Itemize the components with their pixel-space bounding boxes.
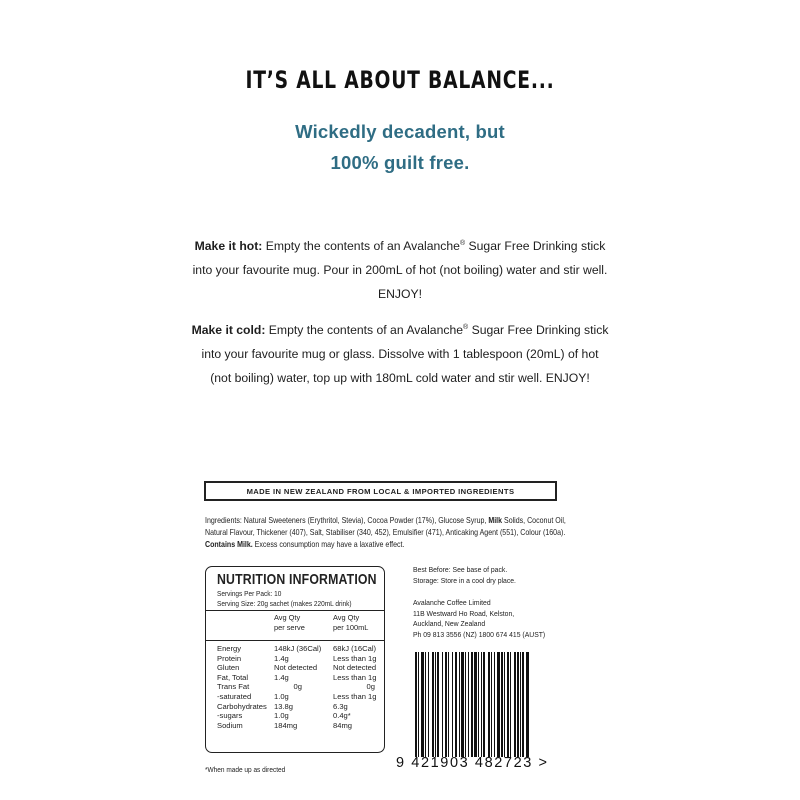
tagline-line-2: 100% guilt free. bbox=[330, 152, 470, 173]
make-it-cold-label: Make it cold: bbox=[191, 323, 266, 337]
nutrient-per-100ml: 6.3g bbox=[333, 701, 348, 711]
tagline-line-1: Wickedly decadent, but bbox=[295, 121, 505, 142]
made-in-nz-box bbox=[204, 481, 557, 501]
company-address-2: Auckland, New Zealand bbox=[413, 619, 486, 628]
column-header-line: Avg Qty bbox=[274, 613, 301, 622]
barcode-bar bbox=[445, 652, 447, 757]
barcode-bar bbox=[526, 652, 529, 757]
barcode-bar bbox=[459, 652, 460, 757]
nutrient-per-serve: 148kJ (36Cal) bbox=[274, 644, 322, 653]
nutrient-per-serve: 1.0g bbox=[274, 691, 289, 701]
serving-size: Serving Size: 20g sachet (makes 220mL drink) bbox=[217, 599, 352, 608]
nutrient-per-serve: 184mg bbox=[274, 720, 298, 730]
nutrient-per-serve: 0g bbox=[293, 682, 302, 692]
headline: IT’S ALL ABOUT BALANCE... bbox=[245, 66, 555, 94]
nutrient-per-serve: 13.8g bbox=[274, 701, 294, 711]
servings-per-pack: Servings Per Pack: 10 bbox=[217, 589, 282, 598]
nutrient-per-100ml: 84mg bbox=[333, 720, 352, 730]
ingredients-text-1: Ingredients: Natural Sweeteners (Erythritol, Stevia), Cocoa Powder (17%), Glucose Syrup, bbox=[205, 516, 489, 525]
nutrient-name: Sodium bbox=[217, 720, 243, 730]
barcode-bar bbox=[514, 652, 516, 757]
barcode-bar bbox=[520, 652, 521, 757]
nutrition-row bbox=[217, 702, 382, 712]
barcode-number: 9 421903 482723 > bbox=[396, 755, 549, 771]
nutrition-row bbox=[217, 654, 382, 664]
ingredients-text-2: Solids, Coconut Oil, Natural Flavour, Thickener (407), Salt, Stabiliser (340, 452), Emulsifier (471), Anticaking Agent (551), Colour (160a). bbox=[205, 516, 566, 537]
barcode-bar bbox=[461, 652, 464, 757]
nutrient-per-serve: Not detected bbox=[274, 663, 318, 673]
nutrient-name: Trans Fat bbox=[217, 682, 250, 692]
nutrition-title: NUTRITION INFORMATION bbox=[217, 571, 377, 588]
nutrient-per-100ml: 0.4g* bbox=[333, 711, 351, 721]
barcode-bar bbox=[452, 652, 453, 757]
footnote: *When made up as directed bbox=[205, 765, 286, 774]
make-it-cold-text-2: Sugar Free Drinking stick into your favourite mug or glass. Dissolve with 1 tablespoon (20mL) of hot (not boiling) water, top up with 180mL cold water and stir well. ENJOY! bbox=[201, 323, 609, 385]
made-in-nz-text: MADE IN NEW ZEALAND FROM LOCAL & IMPORTED INGREDIENTS bbox=[246, 486, 515, 496]
nutrient-name: Carbohydrates bbox=[217, 701, 267, 711]
barcode-bar bbox=[448, 652, 449, 757]
storage-info bbox=[413, 565, 516, 586]
barcode-bar bbox=[507, 652, 509, 757]
nutrient-name: -sugars bbox=[217, 711, 243, 721]
nutrition-row bbox=[217, 711, 382, 721]
barcode-bar bbox=[474, 652, 477, 757]
best-before: Best Before: See base of pack. bbox=[413, 565, 508, 574]
barcode-bar bbox=[522, 652, 524, 757]
barcode-bar bbox=[483, 652, 485, 757]
registered-mark: ® bbox=[463, 323, 469, 331]
ingredients-bold-milk: Milk bbox=[488, 516, 503, 525]
nutrition-panel bbox=[205, 566, 385, 753]
nutrient-per-100ml: Not detected bbox=[333, 663, 377, 673]
barcode-bar bbox=[425, 652, 426, 757]
barcode-bar bbox=[478, 652, 479, 757]
nutrient-per-serve: 1.4g bbox=[274, 672, 289, 682]
barcode-bar bbox=[465, 652, 466, 757]
company-address-1: 11B Westward Ho Road, Kelston, bbox=[413, 608, 515, 618]
divider bbox=[206, 640, 384, 641]
nutrient-per-serve: 1.0g bbox=[274, 711, 289, 721]
column-header-line: per serve bbox=[274, 622, 305, 632]
barcode-bar bbox=[494, 652, 495, 757]
nutrition-row bbox=[217, 682, 382, 692]
contains-milk-warning: Contains Milk. bbox=[205, 540, 253, 549]
barcode-bar bbox=[437, 652, 439, 757]
company-name: Avalanche Coffee Limited bbox=[413, 598, 491, 607]
barcode-bar bbox=[501, 652, 503, 757]
barcode-bar bbox=[488, 652, 490, 757]
ingredients-list bbox=[205, 515, 590, 551]
nutrition-row bbox=[217, 663, 382, 673]
make-it-cold-instructions bbox=[190, 318, 610, 390]
column-header-per-serve bbox=[274, 613, 305, 632]
barcode-image bbox=[415, 652, 555, 757]
barcode-bar bbox=[435, 652, 436, 757]
registered-mark: ® bbox=[459, 239, 466, 247]
make-it-hot-text-1: Empty the contents of an Avalanche bbox=[262, 239, 460, 253]
column-header-line: Avg Qty bbox=[333, 613, 360, 622]
nutrient-per-100ml: Less than 1g bbox=[333, 672, 377, 682]
nutrient-per-100ml: Less than 1g bbox=[333, 691, 377, 701]
make-it-hot-label: Make it hot: bbox=[194, 239, 263, 253]
make-it-hot-instructions bbox=[190, 234, 610, 306]
nutrient-per-100ml: 0g bbox=[366, 682, 375, 692]
company-info bbox=[413, 598, 545, 640]
make-it-hot-text-2: Sugar Free Drinking stick into your favourite mug. Pour in 200mL of hot (not boiling) water and stir well. ENJOY! bbox=[192, 239, 608, 301]
nutrient-per-100ml: Less than 1g bbox=[333, 653, 377, 663]
column-header-line: per 100mL bbox=[333, 622, 369, 632]
barcode-bar bbox=[421, 652, 424, 757]
nutrient-name: -saturated bbox=[217, 691, 252, 701]
barcode-bar bbox=[504, 652, 505, 757]
nutrition-row bbox=[217, 673, 382, 683]
barcode-bar bbox=[517, 652, 519, 757]
barcode-bar bbox=[491, 652, 492, 757]
barcode-bar bbox=[481, 652, 482, 757]
company-phone: Ph 09 813 3556 (NZ) 1800 674 415 (AUST) bbox=[413, 629, 546, 639]
nutrient-per-100ml: 68kJ (16Cal) bbox=[333, 644, 377, 653]
nutrient-name: Energy bbox=[217, 644, 242, 653]
barcode-bar bbox=[428, 652, 429, 757]
make-it-cold-text-1: Empty the contents of an Avalanche bbox=[265, 323, 464, 337]
barcode-bar bbox=[468, 652, 469, 757]
column-header-per-100ml bbox=[333, 613, 368, 632]
barcode-bar bbox=[418, 652, 419, 757]
ingredients-text-3: Excess consumption may have a laxative effect. bbox=[252, 540, 405, 549]
barcode-bar bbox=[510, 652, 511, 757]
barcode-bar bbox=[442, 652, 443, 757]
divider bbox=[206, 610, 384, 611]
barcode-bar bbox=[471, 652, 473, 757]
barcode-bar bbox=[415, 652, 417, 757]
nutrition-row bbox=[217, 692, 382, 702]
nutrient-per-serve: 1.4g bbox=[274, 653, 289, 663]
barcode-bar bbox=[432, 652, 434, 757]
nutrition-row bbox=[217, 644, 382, 654]
nutrient-name: Gluten bbox=[217, 663, 240, 673]
nutrient-name: Fat, Total bbox=[217, 672, 249, 682]
storage-instructions: Storage: Store in a cool dry place. bbox=[413, 575, 516, 585]
nutrition-rows bbox=[217, 644, 382, 730]
barcode-bar bbox=[497, 652, 500, 757]
nutrition-row bbox=[217, 721, 382, 731]
barcode-bar bbox=[455, 652, 457, 757]
nutrient-name: Protein bbox=[217, 653, 242, 663]
